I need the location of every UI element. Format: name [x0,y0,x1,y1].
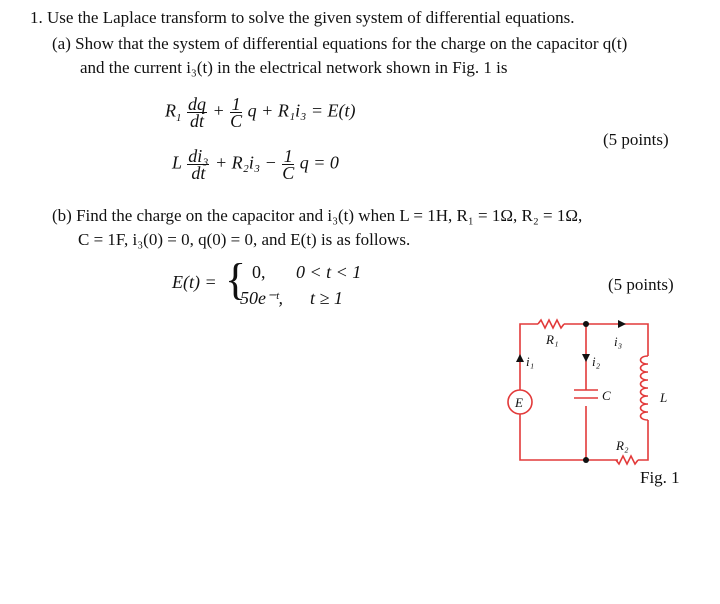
label-C: C [602,388,611,403]
part-a-line1: (a) Show that the system of differential equations for the charge on the capacitor q(t) [52,34,628,53]
part-b-points: (5 points) [608,275,674,294]
eq2-frac2-num: 1 [283,146,293,166]
piecewise-case1-val: 0, [252,262,266,282]
label-i2: i₂ [592,354,601,369]
resistor-r2-zigzag [616,456,638,464]
eq1-frac2-num: 1 [231,94,241,114]
label-R2: R₂ [616,438,629,453]
equation-2 [172,148,339,181]
inductor-coils [641,356,649,420]
eq2-mid: + R₂i₃ − [214,152,277,173]
label-E: E [515,395,523,410]
problem-intro-text: Use the Laplace transform to solve the given system of differential equations. [47,8,575,27]
part-b-line2: C = 1F, i₃(0) = 0, q(0) = 0, and E(t) is as follows. [78,230,411,249]
piecewise-case2-val: 50e⁻ᵗ, [240,288,284,308]
eq1-plus: + [212,100,225,121]
arrow-i3 [618,320,626,328]
node-bottom [583,457,589,463]
eq1-frac-num: dq [188,94,206,114]
eq2-derivative [187,148,209,181]
piecewise-case2-cond: t ≥ 1 [310,288,343,308]
part-b-line1: (b) Find the charge on the capacitor and i₃(t) when L = 1H, R₁ = 1Ω, R₂ = 1Ω, [52,206,583,225]
eq1-inverse-c [230,96,242,129]
wire-left-bottom [520,414,618,460]
wire-top-right [618,324,648,356]
piecewise-brace: { [225,255,247,304]
label-i1: i₁ [526,354,535,369]
piecewise-lhs: E(t) = [172,272,217,292]
label-i3: i₃ [614,334,623,349]
problem-number: 1. [30,8,43,27]
figure-caption: Fig. 1 [640,468,680,487]
problem-intro [30,8,574,28]
eq2-inverse-c [282,148,294,181]
eq2-rest: q = 0 [299,152,339,173]
label-L: L [660,390,668,405]
eq2-lhs: L [172,152,182,173]
node-top [583,321,589,327]
eq2-frac-den: dt [191,163,206,183]
eq1-coef: R [165,100,176,121]
part-a-points: (5 points) [603,130,669,149]
wire-right-down [638,420,648,460]
label-R1: R₁ [546,332,559,347]
eq1-rest: q + R₁i₃ = E(t) [247,100,356,121]
part-a-line2: and the current i₃(t) in the electrical network shown in Fig. 1 is [80,58,508,77]
arrow-i2 [582,354,590,362]
eq1-derivative [187,96,207,129]
eq1-frac-den: dt [189,111,204,131]
resistor-r1-zigzag [538,320,564,328]
capacitor-plates [574,390,598,398]
equation-1: $R_1$ $\frac{dq}{dt}$ + $\frac{1}{C}$ q + R₁i₃ = E(t) [165,94,356,131]
arrow-i1 [516,354,524,362]
eq2-frac2-den: C [282,163,295,183]
eq2-frac-num: di₃ [188,146,209,166]
eq1-frac2-den: C [230,111,243,131]
piecewise-case1-cond: 0 < t < 1 [296,262,362,282]
